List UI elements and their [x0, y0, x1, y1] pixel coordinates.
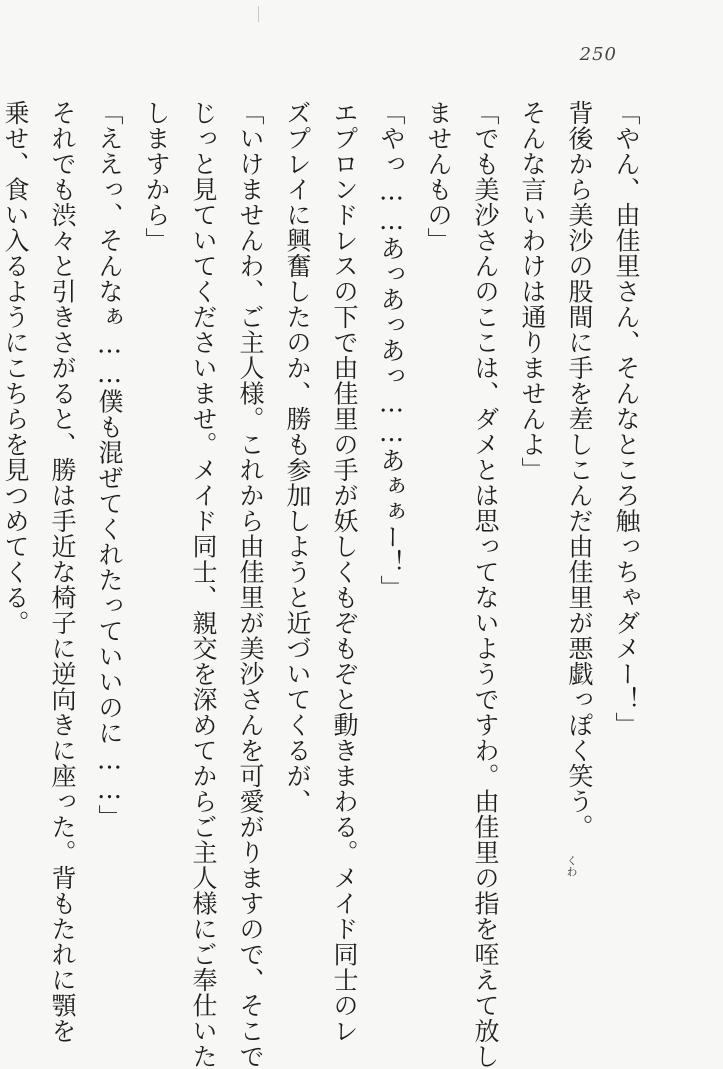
text-column-4: 「でも美沙さんのここは、ダメとは思ってないようですわ。由佳里の指を咥えて放し — [471, 100, 500, 1069]
text-column-3: そんな言いわけは通りませんよ」 — [518, 100, 547, 483]
text-column-7: エプロンドレスの下で由佳里の手が妖しくもぞもぞと動きまわる。メイド同士のレ — [330, 100, 359, 1044]
text-column-1: 「やん、由佳里さん、そんなところ触っちゃダメー！」 — [612, 100, 641, 738]
text-column-14: 乗せ、食い入るようにこちらを見つめてくる。 — [1, 100, 30, 636]
text-column-11: しますから」 — [142, 100, 171, 253]
text-column-13: それでも渋々と引きさがると、勝は手近な椅子に逆向きに座った。背もたれに顎を — [48, 100, 77, 1044]
text-column-8: ズプレイに興奮したのか、勝も参加しようと近づいてくるが、 — [283, 100, 312, 814]
page-number: 250 — [579, 44, 617, 65]
crop-mark — [258, 6, 259, 22]
text-column-9: 「いけませんわ、ご主人様。これから由佳里が美沙さんを可愛がりますので、そこで — [236, 100, 265, 1069]
text-column-5: ませんもの」 — [424, 100, 453, 253]
furigana-reading: くわ — [565, 855, 578, 877]
text-column-2: 背後から美沙の股間に手を差しこんだ由佳里が悪戯っぽく笑う。 — [565, 100, 594, 840]
text-column-10: じっと見ていてくださいませ。メイド同士、親交を深めてからご主人様にご奉仕いた — [189, 100, 218, 1069]
text-column-6: 「やっ……あっあっあっ……あぁぁー！」 — [377, 100, 406, 601]
text-column-12: 「ええっ、そんなぁ……僕も混ぜてくれたっていいのに……」 — [95, 100, 124, 830]
vertical-text-body — [1, 100, 645, 1069]
